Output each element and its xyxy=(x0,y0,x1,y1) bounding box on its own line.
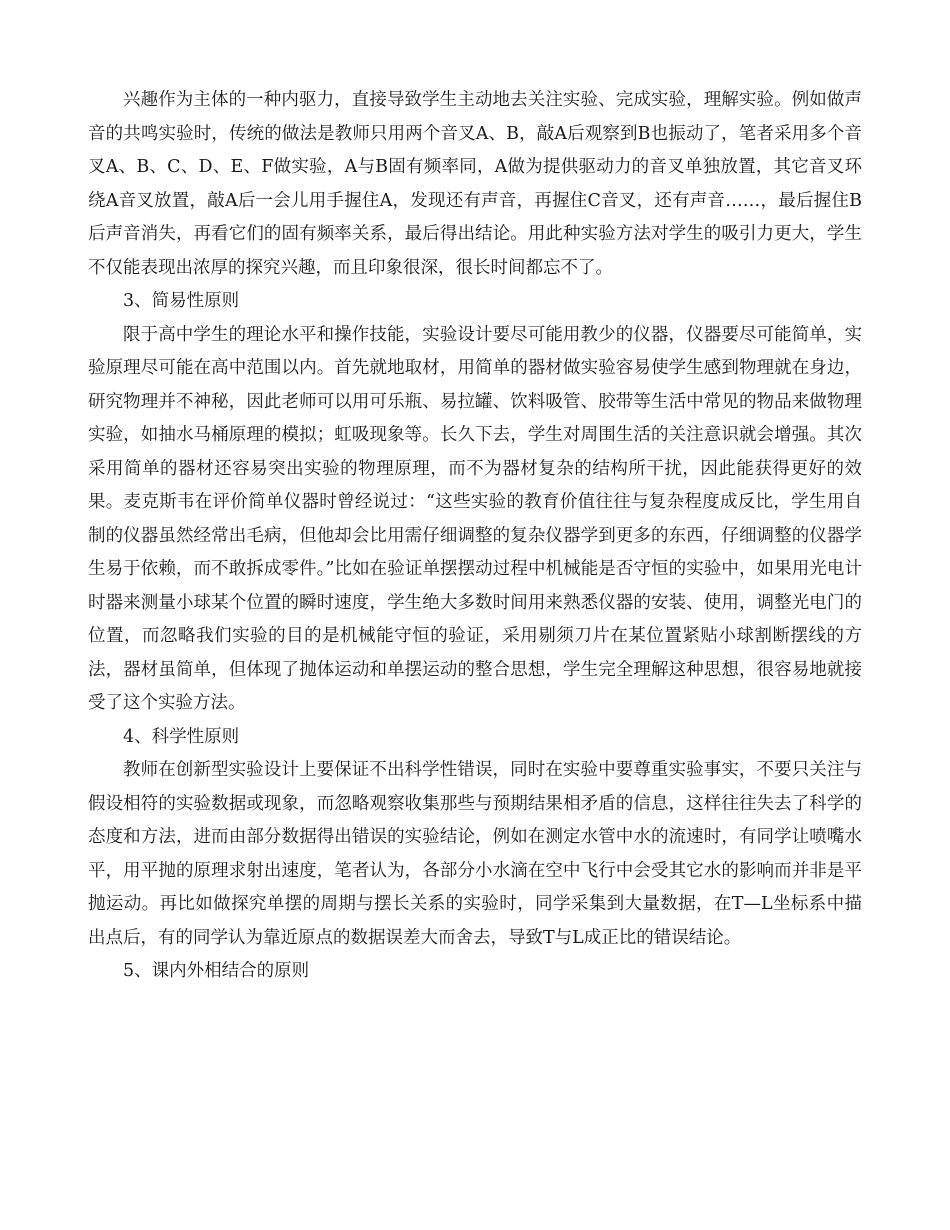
document-body xyxy=(88,84,862,989)
paragraph-interest: 兴趣作为主体的一种内驱力，直接导致学生主动地去关注实验、完成实验，理解实验。例如做声音的共鸣实验时，传统的做法是教师只用两个音叉A、B，敲A后观察到B也振动了，笔者采用多个音叉A、B、C、D、E、F做实验，A与B固有频率同，A做为提供驱动力的音叉单独放置，其它音叉环绕A音叉放置，敲A后一会儿用手握住A，发现还有声音，再握住C音叉，还有声音……，最后握住B后声音消失，再看它们的固有频率关系，最后得出结论。用此种实验方法对学生的吸引力更大，学生不仅能表现出浓厚的探究兴趣，而且印象很深，很长时间都忘不了。 xyxy=(88,90,862,278)
paragraph-scientific: 教师在创新型实验设计上要保证不出科学性错误，同时在实验中要尊重实验事实，不要只关注与假设相符的实验数据或现象，而忽略观察收集那些与预期结果相矛盾的信息，这样往往失去了科学的态度和方法，进而由部分数据得出错误的实验结论，例如在测定水管中水的流速时，有同学让喷嘴水平，用平抛的原理求射出速度，笔者认为，各部分小水滴在空中飞行中会受其它水的影响而并非是平抛运动。再比如做探究单摆的周期与摆长关系的实验时，同学采集到大量数据，在T—L坐标系中描出点后，有的同学认为靠近原点的数据误差大而舍去，导致T与L成正比的错误结论。 xyxy=(88,760,862,948)
heading-simplicity-principle: 3、简易性原则 xyxy=(123,291,240,311)
heading-scientific-principle: 4、科学性原则 xyxy=(123,726,240,747)
paragraph-simplicity: 限于高中学生的理论水平和操作技能，实验设计要尽可能用教少的仪器，仪器要尽可能简单，实验原理尽可能在高中范围以内。首先就地取材，用简单的器材做实验容易使学生感到物理就在身边，研究物理并不神秘，因此老师可以用可乐瓶、易拉罐、饮料吸管、胶带等生活中常见的物品来做物理实验，如抽水马桶原理的模拟；虹吸现象等。长久下去，学生对周围生活的关注意识就会增强。其次采用简单的器材还容易突出实验的物理原理，而不为器材复杂的结构所干扰，因此能获得更好的效果。麦克斯韦在评价简单仪器时曾经说过：“这些实验的教育价值往往与复杂程度成反比，学生用自制的仪器虽然经常出毛病，但他却会比用需仔细调整的复杂仪器学到更多的东西，仔细调整的仪器学生易于依赖，而不敢拆成零件。”比如在验证单摆摆动过程中机械能是否守恒的实验中，如果用光电计时器来测量小球某个位置的瞬时速度，学生绝大多数时间用来熟悉仪器的安装、使用，调整光电门的位置，而忽略我们实验的目的是机械能守恒的验证，采用剔须刀片在某位置紧贴小球割断摆线的方法，器材虽简单，但体现了抛体运动和单摆运动的整合思想，学生完全理解这种思想，很容易地就接受了这个实验方法。 xyxy=(88,324,862,713)
heading-inside-outside-class-principle: 5、课内外相结合的原则 xyxy=(123,961,310,981)
